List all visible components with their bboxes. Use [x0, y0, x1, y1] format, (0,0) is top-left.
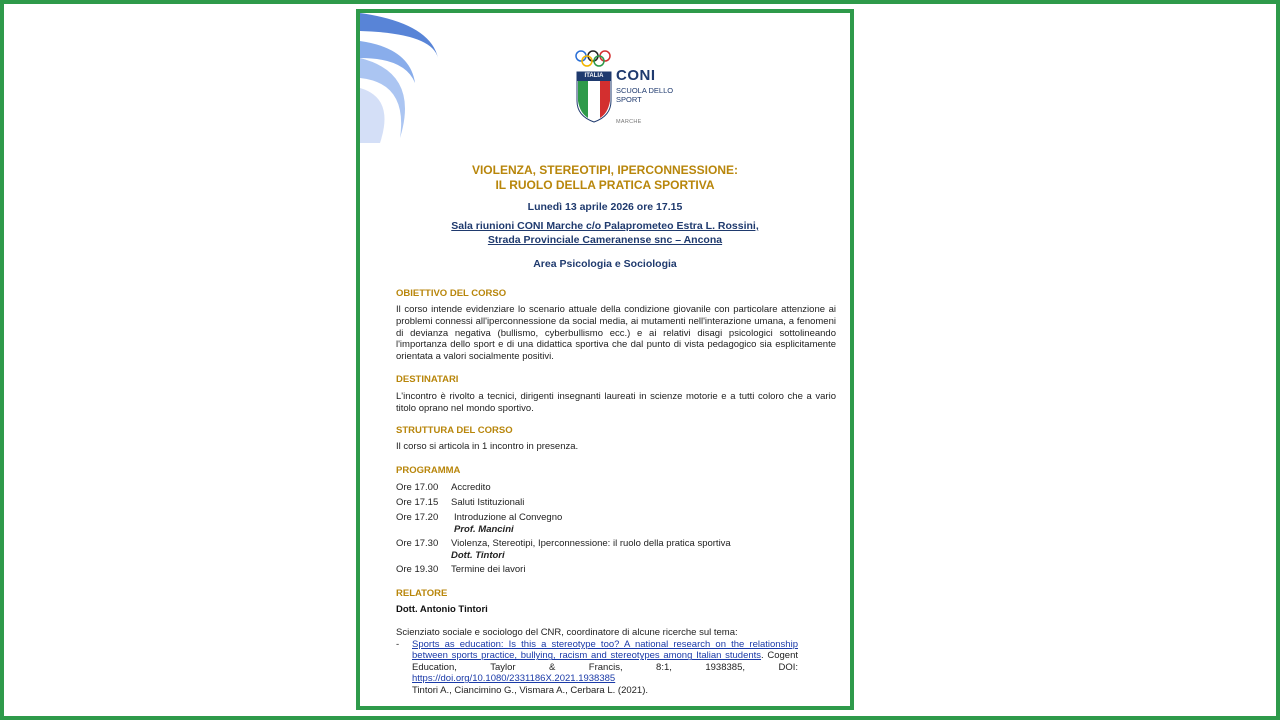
course-area: Area Psicologia e Sociologia [533, 258, 677, 270]
course-title [360, 163, 850, 193]
region-label: MARCHE [616, 119, 642, 125]
destinatari-text: L'incontro è rivolto a tecnici, dirigenti insegnanti laureati in scienze motorie e a tutti coloro che a vario titolo oprano nel mondo sportivo. [396, 391, 836, 414]
struttura-text: Il corso si articola in 1 incontro in presenza. [396, 441, 579, 452]
venue-line-2: Strada Provinciale Cameranense snc – Ancona [487, 234, 723, 246]
program-speaker: Dott. Tintori [451, 550, 505, 561]
program-time: Ore 17.20 [396, 512, 439, 523]
event-date: Lunedì 13 aprile 2026 ore 17.15 [527, 201, 683, 213]
heading-relatore: RELATORE [396, 588, 448, 599]
program-time: Ore 17.00 [396, 482, 439, 493]
coni-logo [574, 49, 684, 139]
program-item: Violenza, Stereotipi, Iperconnessione: il ruolo della pratica sportiva [451, 538, 731, 549]
heading-destinatari: DESTINATARI [396, 374, 459, 385]
reference-bullet: - [396, 639, 400, 650]
program-time: Ore 19.30 [396, 564, 439, 575]
scuola-dello-sport: SCUOLA DELLO SPORT [616, 86, 674, 104]
speaker-bio-block [396, 627, 836, 696]
venue-line-1: Sala riunioni CONI Marche c/o Palaprometeo Estra L. Rossini, [451, 220, 759, 232]
program-time: Ore 17.15 [396, 497, 439, 508]
title-line-1: VIOLENZA, STEREOTIPI, IPERCONNESSIONE: [471, 163, 739, 177]
program-item: Introduzione al Convegno [454, 512, 563, 523]
decorative-blue-arcs [360, 13, 450, 143]
document-page [356, 9, 854, 710]
reference-authors: Tintori A., Ciancimino G., Vismara A., Cerbara L. (2021). [412, 684, 649, 696]
speaker-bio: Scienziato sociale e sociologo del CNR, coordinatore di alcune ricerche sul tema: [396, 627, 738, 638]
heading-obiettivo: OBIETTIVO DEL CORSO [396, 288, 507, 299]
title-line-2: IL RUOLO DELLA PRATICA SPORTIVA [495, 178, 715, 192]
flag-label: ITALIA [584, 73, 604, 79]
program-item: Saluti Istituzionali [451, 497, 525, 508]
heading-struttura: STRUTTURA DEL CORSO [396, 425, 513, 436]
program-speaker: Prof. Mancini [454, 524, 514, 535]
speaker-name: Dott. Antonio Tintori [396, 604, 488, 615]
reference-doi-link[interactable]: https://doi.org/10.1080/2331186X.2021.1938385 [412, 673, 616, 685]
reference-entry [412, 639, 798, 696]
olympic-rings-icon [574, 49, 614, 69]
obiettivo-text: Il corso intende evidenziare lo scenario attuale della condizione giovanile con particolare attenzione ai problemi connessi all'iperconnessione da social media, ai mutamenti nell'interazione umana, a fenomeni di devianza negativa (bullismo, cyberbullismo ecc.) e ai relativi disagi psicologici sottolineando l'importanza dello sport e di una didattica sportiva che dal punto di vista pedagogico sia esplicitamente orientata a valori socialmente positivi. [396, 304, 836, 363]
program-time: Ore 17.30 [396, 538, 439, 549]
heading-programma: PROGRAMMA [396, 465, 461, 476]
coni-brand: CONI [616, 67, 656, 84]
program-item: Accredito [451, 482, 491, 493]
reference-title-link[interactable]: Sports as education: Is this a stereotype too? A national research on the relationship between sports practice, bullying, racism and stereotypes among Italian students [412, 639, 798, 662]
program-item: Termine dei lavori [451, 564, 526, 575]
reference-journal: . Cogent Education, Taylor & Francis, 8:1, 1938385, DOI: [412, 650, 798, 673]
